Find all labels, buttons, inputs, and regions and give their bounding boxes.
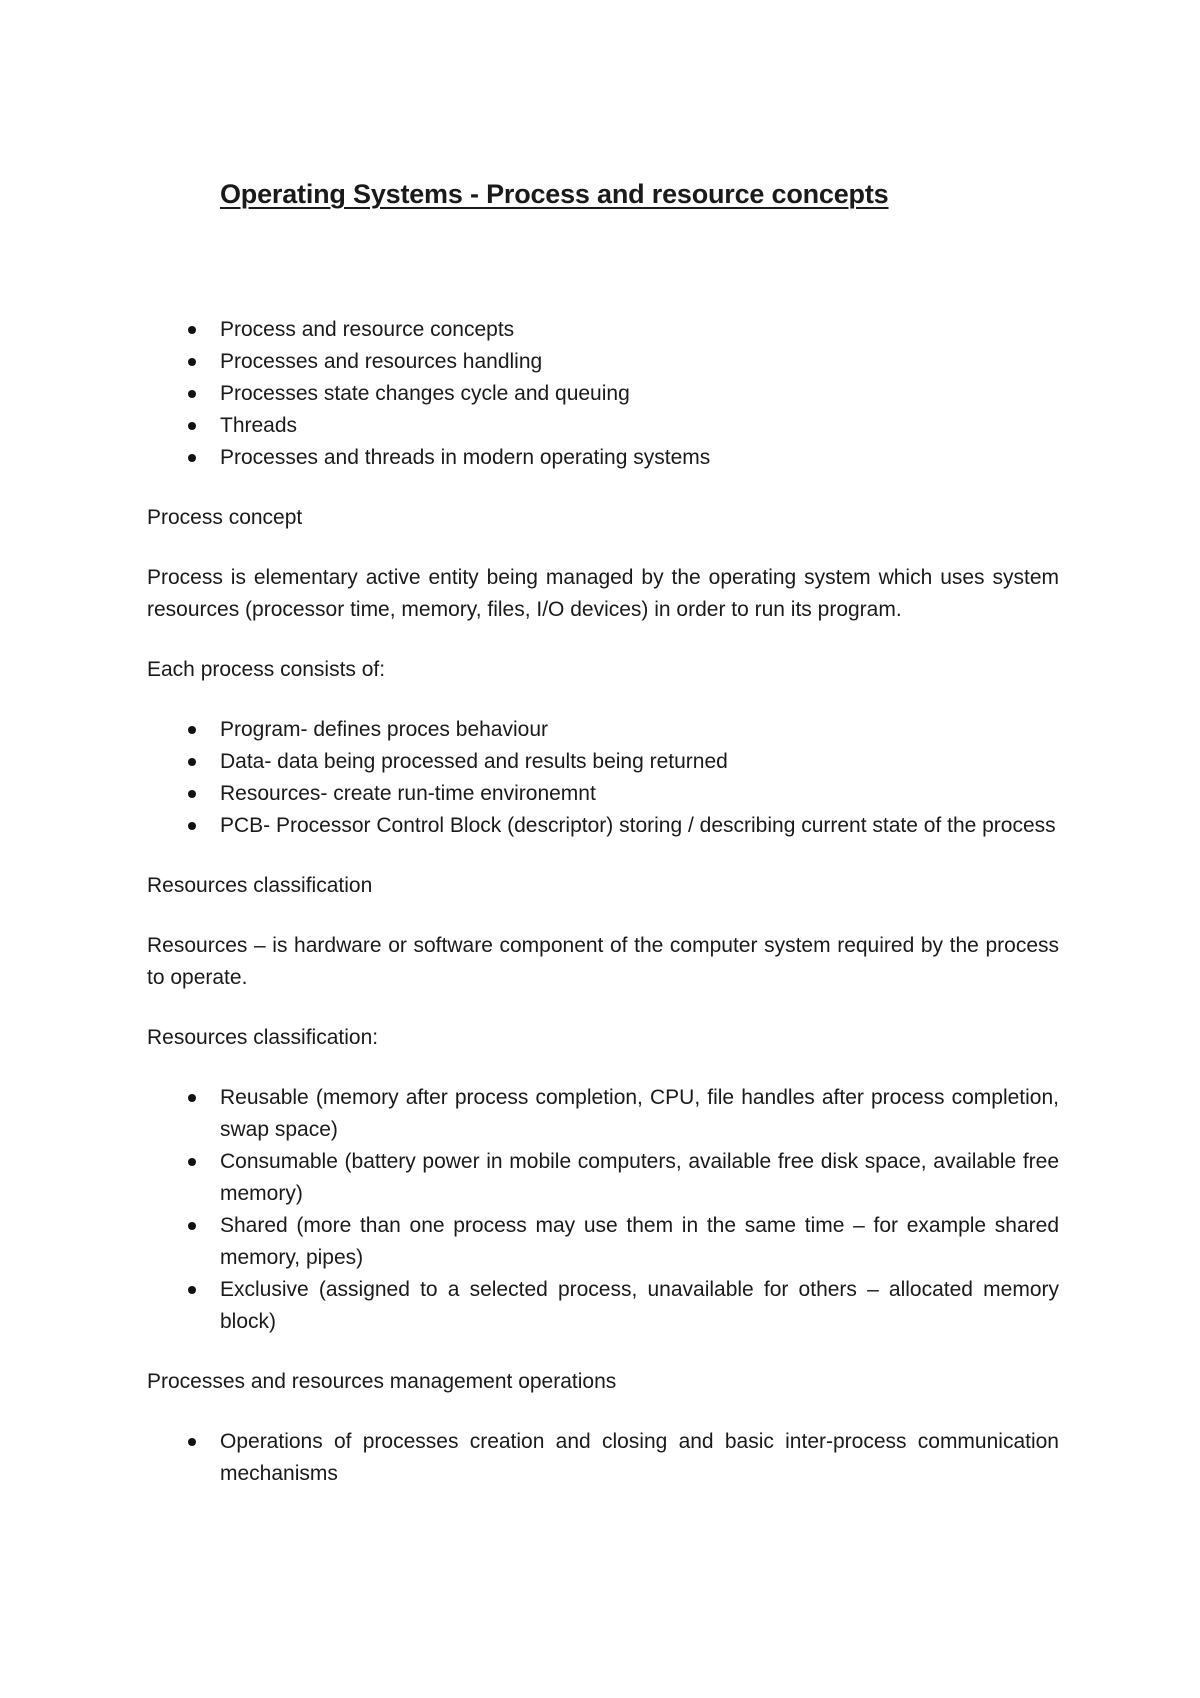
resources-list-intro: Resources classification: xyxy=(147,1026,379,1049)
document-body xyxy=(147,314,1059,1490)
list-item: Threads xyxy=(147,410,1059,442)
section-heading-management-operations: Processes and resources management operations xyxy=(147,1370,617,1393)
bullet-icon xyxy=(188,1286,196,1294)
list-item: Processes state changes cycle and queuing xyxy=(147,378,1059,410)
list-item: Processes and resources handling xyxy=(147,346,1059,378)
intro-topic-list xyxy=(147,314,1059,474)
list-item: Processes and threads in modern operating systems xyxy=(147,442,1059,474)
bullet-icon xyxy=(188,1222,196,1230)
list-item: Reusable (memory after process completion, CPU, file handles after process completion, swap space) xyxy=(147,1082,1059,1146)
management-operations-list xyxy=(147,1426,1059,1490)
section-heading-process-concept: Process concept xyxy=(147,506,303,529)
list-item: Program- defines proces behaviour xyxy=(147,714,1059,746)
section-heading-resources-classification: Resources classification xyxy=(147,874,373,897)
bullet-icon xyxy=(188,454,196,462)
list-item: Resources- create run-time environemnt xyxy=(147,778,1059,810)
bullet-icon xyxy=(188,726,196,734)
bullet-icon xyxy=(188,822,196,830)
bullet-icon xyxy=(188,758,196,766)
bullet-icon xyxy=(188,1094,196,1102)
list-item: Consumable (battery power in mobile computers, available free disk space, available free memory) xyxy=(147,1146,1059,1210)
bullet-icon xyxy=(188,790,196,798)
list-item: Exclusive (assigned to a selected process, unavailable for others – allocated memory block) xyxy=(147,1274,1059,1338)
page-title: Operating Systems - Process and resource concepts xyxy=(220,179,889,209)
bullet-icon xyxy=(188,326,196,334)
list-item: Shared (more than one process may use them in the same time – for example shared memory, pipes) xyxy=(147,1210,1059,1274)
process-definition: Process is elementary active entity being managed by the operating system which uses system resources (processor time, memory, files, I/O devices) in order to run its program. xyxy=(147,566,1059,621)
bullet-icon xyxy=(188,1158,196,1166)
list-item: Operations of processes creation and closing and basic inter-process communication mechanisms xyxy=(147,1426,1059,1490)
bullet-icon xyxy=(188,358,196,366)
list-item: PCB- Processor Control Block (descriptor) storing / describing current state of the process xyxy=(147,810,1059,842)
bullet-icon xyxy=(188,1438,196,1446)
resources-definition: Resources – is hardware or software component of the computer system required by the process to operate. xyxy=(147,934,1059,989)
list-item: Process and resource concepts xyxy=(147,314,1059,346)
bullet-icon xyxy=(188,390,196,398)
list-item: Data- data being processed and results being returned xyxy=(147,746,1059,778)
bullet-icon xyxy=(188,422,196,430)
process-consists-intro: Each process consists of: xyxy=(147,658,386,681)
process-components-list xyxy=(147,714,1059,842)
resources-classification-list xyxy=(147,1082,1059,1338)
